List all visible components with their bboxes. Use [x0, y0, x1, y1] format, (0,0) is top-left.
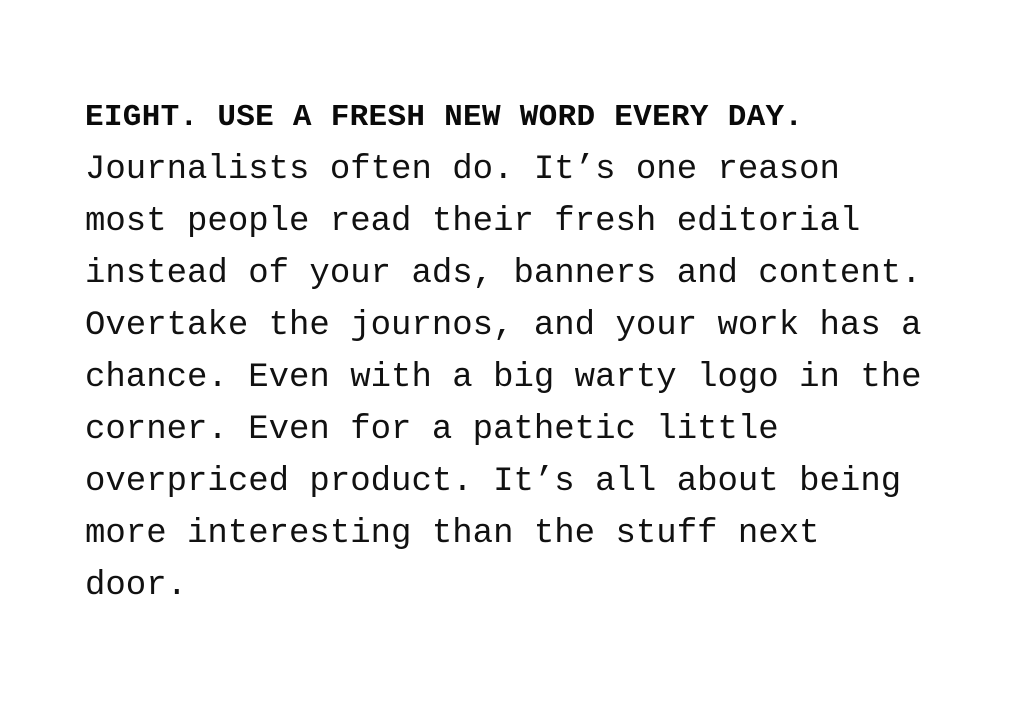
- body-line: most people read their fresh editorial: [85, 203, 861, 241]
- section-heading: EIGHT. USE A FRESH NEW WORD EVERY DAY.: [85, 100, 804, 135]
- body-line: overpriced product. It’s all about being: [85, 463, 902, 501]
- body-line: corner. Even for a pathetic little: [85, 411, 779, 449]
- body-line: Overtake the journos, and your work has a: [85, 307, 922, 345]
- body-line: chance. Even with a big warty logo in the: [85, 359, 922, 397]
- body-line: Journalists often do. It’s one reason: [85, 151, 840, 189]
- body-paragraph: [85, 144, 965, 612]
- text-block: [85, 92, 965, 612]
- body-line: door.: [85, 567, 188, 605]
- body-line: more interesting than the stuff next: [85, 515, 820, 553]
- body-line: instead of your ads, banners and content.: [85, 255, 922, 293]
